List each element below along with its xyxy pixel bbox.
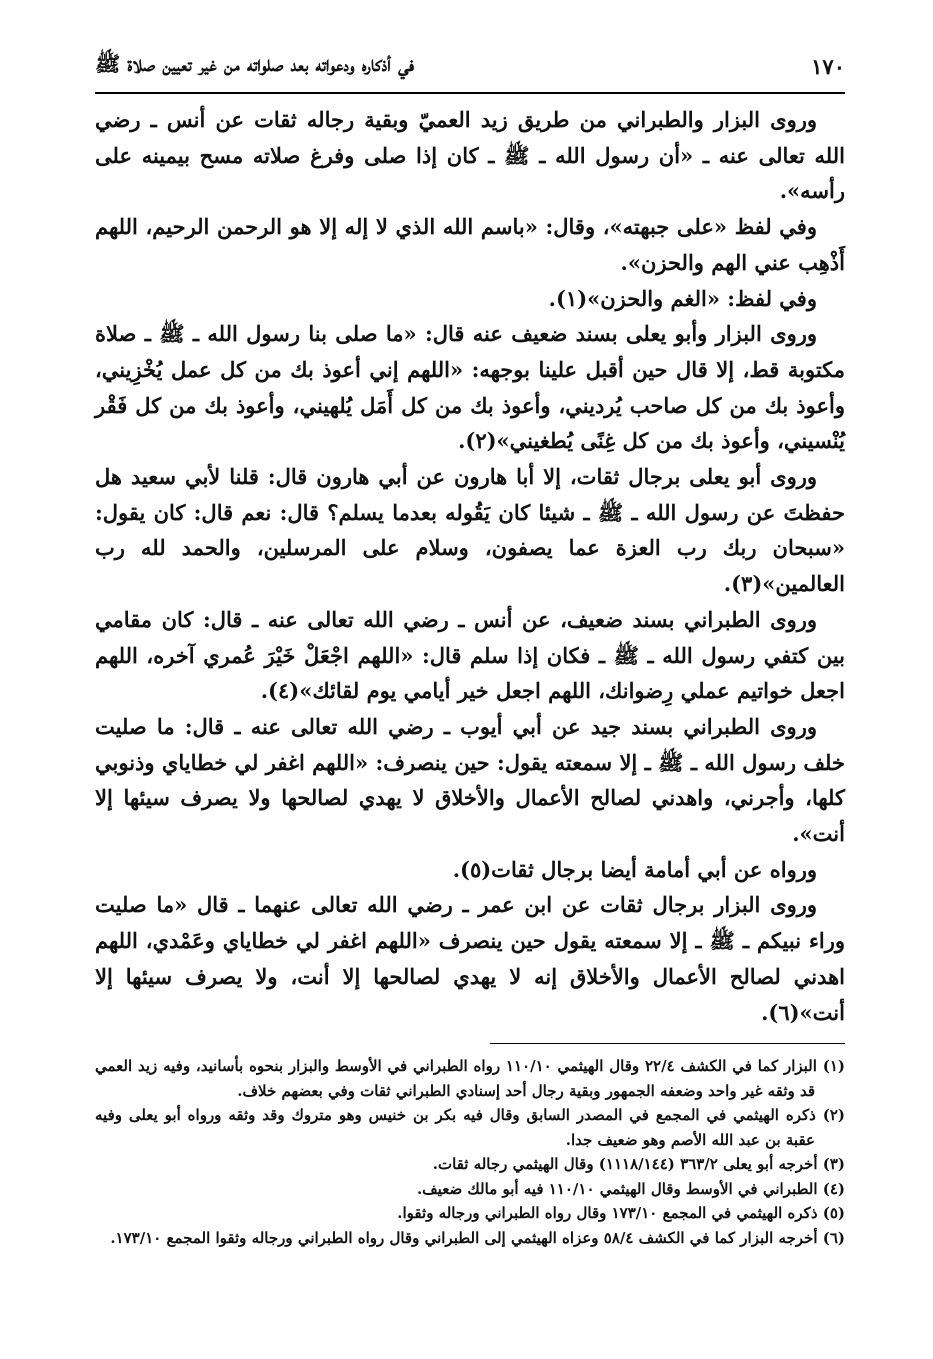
paragraph: وروى الطبراني بسند جيد عن أبي أيوب ـ رضي الله تعالى عنه ـ قال: ما صليت خلف رسول الله ـ ﷺ ـ إلا سمعته يقول: حين ينصرف: «اللهم اغفر لي خطاياي وذنوبي كلها، وأجرني، واهدني لصالح الأعمال والأخلاق لا يهدي لصالحها ولا يصرف سيئها إلا أنت». (95, 713, 845, 847)
footnotes (95, 1054, 845, 1250)
paragraph: وروى البزار والطبراني من طريق زيد العميّ وبقية رجاله ثقات عن أنس ـ رضي الله تعالى عنه ـ «أن رسول الله ـ ﷺ ـ كان إذا صلى وفرغ صلاته مسح بيمينه على رأسه». (95, 107, 845, 204)
footnote: (١) البزار كما في الكشف ٢٢/٤ وقال الهيثمي ١١٠/١٠ رواه الطبراني في الأوسط والبزار بنحوه بأسانيد، وفيه زيد العمي قد وثقه غير واحد وضعفه الجمهور وبقية رجال أحد إسنادي الطبراني ثقات وفي بعضهم خلاف. (95, 1057, 846, 1100)
footnote: (٥) ذكره الهيثمي في المجمع ١٧٣/١٠ وقال رواه الطبراني ورجاله وثقوا. (397, 1204, 845, 1222)
footnote: (٦) أخرجه البزار كما في الكشف ٥٨/٤ وعزاه الهيثمي إلى الطبراني وقال رواه الطبراني ورجاله وثقوا المجمع ١٧٣/١٠. (110, 1228, 845, 1247)
paragraph: ورواه عن أبي أمامة أيضا برجال ثقات(٥). (452, 856, 817, 882)
main-text (95, 102, 845, 1030)
header-divider (95, 92, 845, 94)
page-header (95, 46, 845, 86)
paragraph: وروى أبو يعلى برجال ثقات، إلا أبا هارون عن أبي هارون قال: قلنا لأبي سعيد هل حفظتَ عن رسول الله ـ ﷺ ـ شيئا كان يَقُوله بعدما يسلم؟ قال: نعم قال: كان يقول: «سبحان ربك رب العزة عما يصفون، وسلام على المرسلين، والحمد لله رب العالمين»(٣). (95, 464, 845, 597)
page-number: ١٧٠ (811, 53, 845, 79)
running-title: في أذكاره ودعواته بعد صلواته من غير تعيين صلاة ﷺ (95, 50, 415, 76)
footnote: (٤) الطبراني في الأوسط وقال الهيثمي ١١٠/١٠ فيه أبو مالك ضعيف. (416, 1179, 845, 1198)
paragraph: وفي لفظ: «الغم والحزن»(١). (548, 285, 817, 311)
paragraph: وفي لفظ «على جبهته»، وقال: «باسم الله الذي لا إله إلا هو الرحمن الرحيم، اللهم أَذْهِب عني الهم والحزن». (95, 214, 845, 275)
footnote-divider (490, 1043, 845, 1044)
paragraph: وروى الطبراني بسند ضعيف، عن أنس ـ رضي الله تعالى عنه ـ قال: كان مقامي بين كتفي رسول الله ـ ﷺ ـ فكان إذا سلم قال: «اللهم اجْعَلْ خَيْرَ عُمري آخره، اللهم اجعل خواتيم عملي رِضوانك، اللهم اجعل خير أيامي يوم لقائك»(٤). (95, 606, 845, 704)
footnote: (٣) أخرجه أبو يعلى ٣٦٣/٢ (١١١٨/١٤٤) وقال الهيثمي رجاله ثقات. (432, 1155, 845, 1173)
paragraph: وروى البزار برجال ثقات عن ابن عمر ـ رضي الله تعالى عنهما ـ قال «ما صليت وراء نبيكم ـ ﷺ ـ إلا سمعته يقول حين ينصرف «اللهم اغفر لي خطاياي وعَمْدي، اللهم اهدني لصالح الأعمال والأخلاق إنه لا يهدي لصالحها إلا أنت، ولا يصرف سيئها إلا أنت»(٦). (95, 892, 845, 1025)
paragraph: وروى البزار وأبو يعلى بسند ضعيف عنه قال: «ما صلى بنا رسول الله ـ ﷺ ـ صلاة مكتوبة قط، إلا قال حين أقبل علينا بوجهه: «اللهم إني أعوذ بك من كل عمل يُخْزِيني، وأعوذ بك من كل صاحب يُرديني، وأعوذ بك من كل أَمَل يُلهيني، وأعوذ بك من كل فَقْر يُنْسيني، وأعوذ بك من كل غِنًى يُطغيني»(٢). (95, 321, 845, 454)
footnote: (٢) ذكره الهيثمي في المجمع في المصدر السابق وقال فيه بكر بن خنيس وهو متروك وقد وثقه ورواه أبو يعلى وفيه عقبة بن عبد الله الأصم وهو ضعيف جدا. (95, 1106, 845, 1149)
